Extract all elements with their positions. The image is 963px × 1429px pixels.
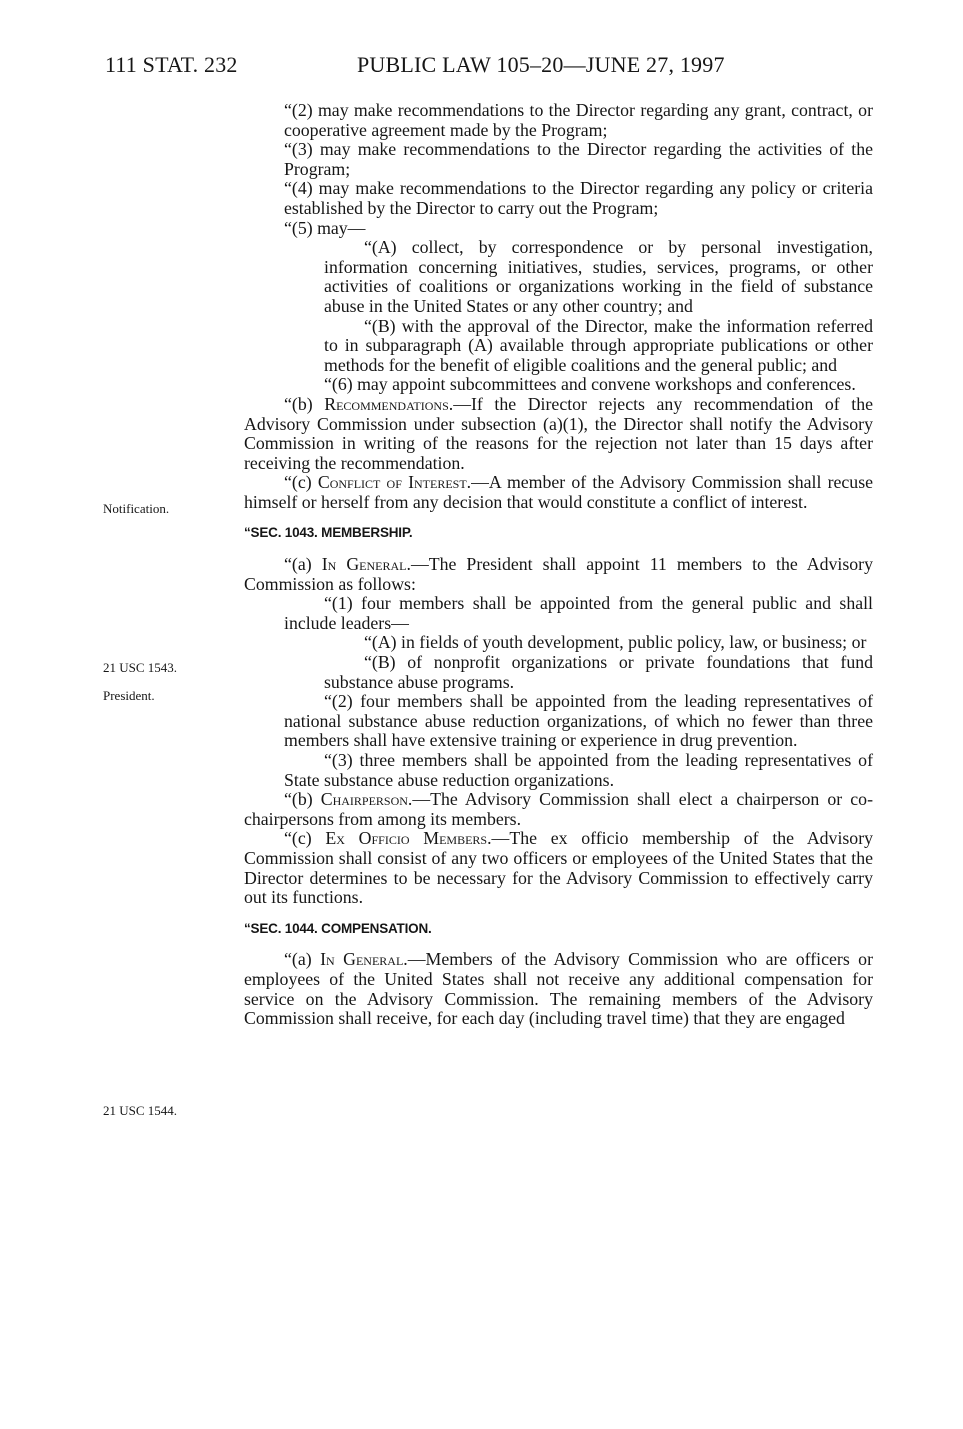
- paragraph-3: “(3) may make recommendations to the Director regarding the activities of the Program;: [284, 139, 873, 179]
- membership-b-prefix: “(b): [284, 789, 321, 810]
- membership-a-heading: In General: [321, 554, 407, 575]
- stat-page-number: 111 STAT. 232: [105, 52, 238, 77]
- section-1043-heading: “SEC. 1043. MEMBERSHIP.: [244, 525, 413, 541]
- membership-c-prefix: “(c): [284, 828, 326, 849]
- subsection-b-recommendations: [244, 395, 873, 473]
- statute-body: [244, 101, 873, 1029]
- compensation-subsection-a: [244, 950, 873, 1028]
- membership-subsection-a: [244, 555, 873, 594]
- section-1044-heading: “SEC. 1044. COMPENSATION.: [244, 920, 432, 936]
- membership-paragraph-3: “(3) three members shall be appointed from the leading representatives of State substance abuse reduction organizations.: [284, 750, 873, 790]
- subsection-c-text: .—A member of the Advisory Commission shall recuse himself or herself from any decision that would constitute a conflict of interest.: [244, 472, 874, 512]
- margin-note-usc-1544: 21 USC 1544.: [103, 1103, 178, 1118]
- margin-note-president: President.: [103, 688, 155, 703]
- subsection-b-prefix: “(b): [284, 393, 325, 414]
- membership-b-text: .—The Advisory Commission shall elect a chairperson or co-chairpersons from among its members.: [244, 789, 873, 829]
- membership-b-heading: Chairperson: [320, 789, 408, 810]
- paragraph-4: “(4) may make recommendations to the Director regarding any policy or criteria established by the Director to carry out the Program;: [284, 178, 873, 218]
- subsection-b-heading: Recommendations: [324, 393, 449, 414]
- membership-subsection-c: [244, 829, 873, 907]
- paragraph-5: “(5) may—: [284, 217, 366, 238]
- compensation-a-prefix: “(a): [284, 949, 321, 970]
- subsection-b-text: .—If the Director rejects any recommendation of the Advisory Commission under subsection (a)(1), the Director shall notify the Advisory Commission in writing of the reasons for the rejection not later than 15 days after receiving the recommendation.: [244, 393, 873, 473]
- compensation-a-text: .—Members of the Advisory Commission who are officers or employees of the United States shall not receive any additional compensation for service on the Advisory Commission. The remaining members of the Advisory Commission shall receive, for each day (including travel time) that they are engaged: [244, 949, 873, 1029]
- paragraph-5-b: “(B) with the approval of the Director, make the information referred to in subparagraph (A) available through appropriate publications or other methods for the benefit of eligible coalitions and the general public; and: [324, 315, 873, 375]
- membership-subsection-b: [244, 790, 873, 829]
- margin-note-usc-1543: 21 USC 1543.: [103, 660, 178, 675]
- subsection-c-conflict: [244, 473, 873, 512]
- paragraph-6: “(6) may appoint subcommittees and convene workshops and conferences.: [324, 374, 856, 395]
- subsection-c-heading: Conflict of Interest: [317, 472, 467, 493]
- membership-a-prefix: “(a): [284, 554, 322, 575]
- membership-c-text: .—The ex officio membership of the Advisory Commission shall consist of any two officers or employees of the United States that the Director determines to be necessary for the Advisory Commission to effectively carry out its functions.: [244, 828, 874, 908]
- law-title: PUBLIC LAW 105–20—JUNE 27, 1997: [357, 52, 725, 77]
- compensation-a-heading: In General: [320, 949, 404, 970]
- paragraph-2: “(2) may make recommendations to the Director regarding any grant, contract, or cooperative agreement made by the Program;: [284, 100, 873, 140]
- margin-note-notification: Notification.: [103, 501, 170, 516]
- subsection-c-prefix: “(c): [284, 472, 318, 493]
- paragraph-5-a: “(A) collect, by correspondence or by personal investigation, information concerning initiatives, studies, services, programs, or other activities of coalitions or organizations working in the field of substance abuse in the United States or any other country; and: [324, 237, 873, 316]
- membership-paragraph-1-a: “(A) in fields of youth development, public policy, law, or business; or: [364, 632, 867, 653]
- membership-paragraph-1-b: “(B) of nonprofit organizations or private foundations that fund substance abuse programs.: [324, 652, 873, 692]
- membership-paragraph-1: “(1) four members shall be appointed from the general public and shall include leaders—: [284, 593, 873, 633]
- membership-paragraph-2: “(2) four members shall be appointed from the leading representatives of national substance abuse reduction organizations, of which no fewer than three members shall have extensive training or experience in drug prevention.: [284, 691, 873, 751]
- membership-c-heading: Ex Officio Members: [325, 828, 488, 849]
- membership-a-text: .—The President shall appoint 11 members to the Advisory Commission as follows:: [244, 554, 873, 594]
